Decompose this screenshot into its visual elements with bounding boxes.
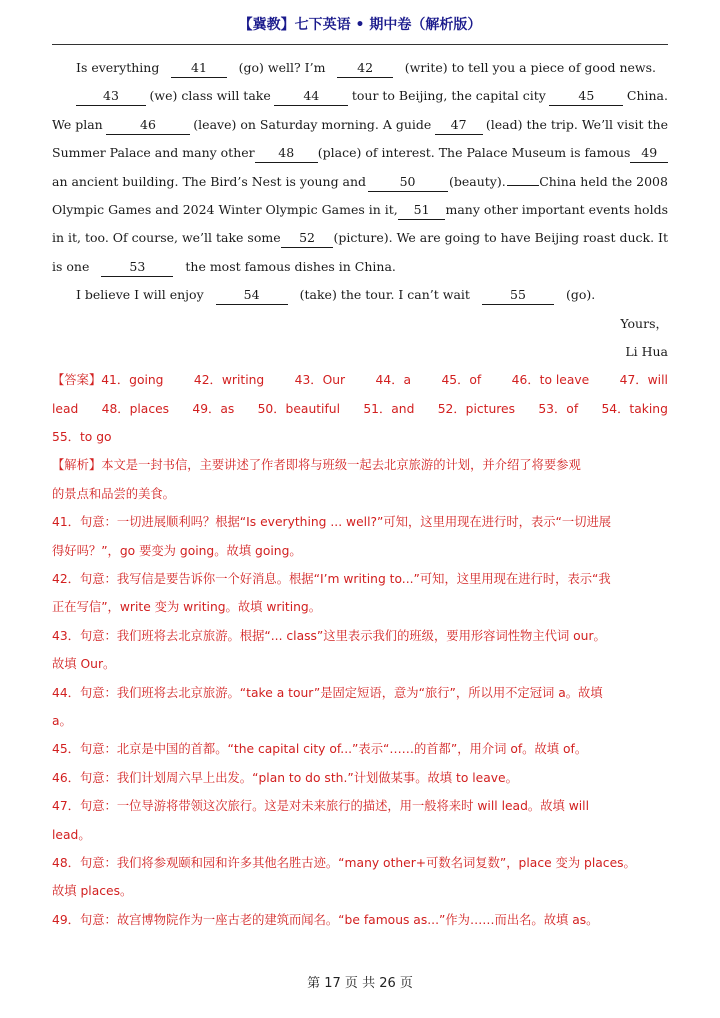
answer-item: 55．to go (52, 430, 112, 445)
blank-43: 43 (76, 87, 146, 106)
answer-item: 53．of (538, 401, 579, 416)
passage-line (52, 54, 668, 82)
passage-text: I believe I will enjoy (76, 287, 204, 303)
answer-row (52, 423, 668, 451)
answer-item: 【答案】41．going (52, 373, 164, 388)
blank-53: 53 (101, 258, 173, 277)
passage-line (52, 281, 668, 309)
answer-row (52, 366, 668, 394)
blank-41: 41 (171, 59, 226, 78)
passage-text: (go) well? I’m (238, 60, 326, 75)
answer-row (52, 395, 668, 423)
answer-item: 52．pictures (437, 401, 516, 416)
passage-line (52, 196, 668, 224)
blank-45: 45 (549, 87, 623, 106)
analysis-line: 49．句意：故宫博物院作为一座古老的建筑而闻名。“be famous as...”作为……而出名。故填 as。 (52, 912, 599, 927)
passage-text: (picture). We are going to have Beijing roast duck. It (333, 230, 668, 246)
document-body (52, 54, 668, 934)
passage-text: (write) to tell you a piece of good news. (404, 60, 656, 75)
passage-text: (lead) the trip. We’ll visit the (485, 116, 668, 132)
analysis-line: 41．句意：一切进展顺利吗？根据“Is everything ... well?”可知，这里用现在进行时，表示“一切进展 (52, 515, 612, 530)
analysis-line: 的景点和品尝的美食。 (52, 486, 175, 501)
blank-44: 44 (274, 87, 348, 106)
passage-text: (go). (565, 287, 596, 303)
passage-line (52, 224, 668, 252)
analysis-line: 45．句意：北京是中国的首都。“the capital city of...”表示“……的首都”，用介词 of。故填 of。 (52, 742, 588, 757)
passage-text: (we) class will take (149, 88, 271, 104)
analysis-section (52, 451, 668, 934)
blank-48: 48 (255, 144, 318, 163)
passage-line (52, 111, 668, 139)
passage-text: Olympic Games and 2024 Winter Olympic Games in it, (52, 201, 398, 217)
answer-section (52, 366, 668, 934)
page-header-title: 【冀教】七下英语 • 期中卷（解析版） (238, 17, 482, 33)
passage-line (52, 168, 668, 196)
blank-54: 54 (216, 286, 288, 305)
analysis-line: 得好吗？”，go 要变为 going。故填 going。 (52, 543, 302, 558)
passage-line (52, 139, 668, 167)
answer-item: 47．will (619, 373, 668, 388)
passage-text: (take) the tour. I can’t wait (299, 287, 470, 303)
passage-text: (leave) on Saturday morning. A guide (193, 116, 432, 132)
passage-line (52, 82, 668, 110)
passage-text: (place) of interest. The Palace Museum is famous (317, 145, 631, 161)
passage-text: (beauty). (449, 173, 506, 189)
analysis-line: 47．句意：一位导游将带领这次旅行。这是对未来旅行的描述，用一般将来时 will lead。故填 will (52, 799, 589, 814)
answer-item: 42．writing (193, 373, 265, 388)
passage-text: an ancient building. The Bird’s Nest is young and (52, 173, 367, 189)
passage-text: tour to Beijing, the capital city (351, 88, 546, 104)
passage-text: China held the 2008 (539, 173, 668, 189)
passage-text: Summer Palace and many other (52, 145, 255, 161)
blank-unnumbered (507, 185, 539, 186)
answer-item: 49．as (192, 401, 235, 416)
cloze-passage (52, 54, 668, 366)
passage-text: is one (52, 258, 90, 274)
analysis-line: 46．句意：我们计划周六早上出发。“plan to do sth.”计划做某事。故填 to leave。 (52, 770, 518, 785)
passage-line (52, 253, 668, 281)
answer-item: 45．of (441, 373, 482, 388)
letter-signature: Li Hua (625, 343, 668, 359)
answer-item: 51．and (363, 401, 415, 416)
blank-52: 52 (281, 229, 334, 248)
blank-51: 51 (398, 201, 446, 220)
answer-item: 50．beautiful (257, 401, 341, 416)
blank-50: 50 (368, 173, 448, 192)
blank-47: 47 (435, 116, 483, 135)
blank-55: 55 (482, 286, 554, 305)
analysis-line: 42．句意：我写信是要告诉你一个好消息。根据“I’m writing to...”可知，这里用现在进行时，表示“我 (52, 572, 611, 587)
passage-text: Is everything (76, 60, 160, 75)
answer-item: 46．to leave (511, 373, 590, 388)
analysis-line: 43．句意：我们班将去北京旅游。根据“... class”这里表示我们的班级，要用形容词性物主代词 our。 (52, 628, 606, 643)
answer-item: lead (52, 401, 79, 416)
passage-text: China. (626, 88, 668, 104)
answer-item: 54．taking (601, 401, 668, 416)
analysis-line: 故填 Our。 (52, 657, 116, 672)
blank-46: 46 (106, 116, 190, 135)
passage-text: in it, too. Of course, we’ll take some (52, 230, 281, 246)
analysis-line: a。 (52, 713, 72, 728)
passage-text: many other important events holds (445, 201, 668, 217)
analysis-line: lead。 (52, 827, 91, 842)
page-footer-number: 第 17 页 共 26 页 (307, 976, 413, 991)
passage-text: the most famous dishes in China. (185, 258, 396, 274)
blank-49: 49 (630, 144, 668, 163)
answer-item: 43．Our (294, 373, 346, 388)
analysis-line: 44．句意：我们班将去北京旅游。“take a tour”是固定短语，意为“旅行”，所以用不定冠词 a。故填 (52, 685, 603, 700)
blank-42: 42 (337, 59, 392, 78)
answer-item: 48．places (101, 401, 170, 416)
analysis-line: 正在写信”，write 变为 writing。故填 writing。 (52, 600, 322, 615)
passage-text: We plan (52, 116, 103, 132)
analysis-line: 【解析】本文是一封书信，主要讲述了作者即将与班级一起去北京旅游的计划，并介绍了将要参观 (52, 458, 581, 473)
letter-closing: Yours， (620, 315, 668, 331)
analysis-line: 故填 places。 (52, 884, 133, 899)
answer-item: 44．a (375, 373, 412, 388)
header-divider (52, 44, 668, 45)
analysis-line: 48．句意：我们将参观颐和园和许多其他名胜古迹。“many other+可数名词复数”，place 变为 places。 (52, 855, 636, 870)
